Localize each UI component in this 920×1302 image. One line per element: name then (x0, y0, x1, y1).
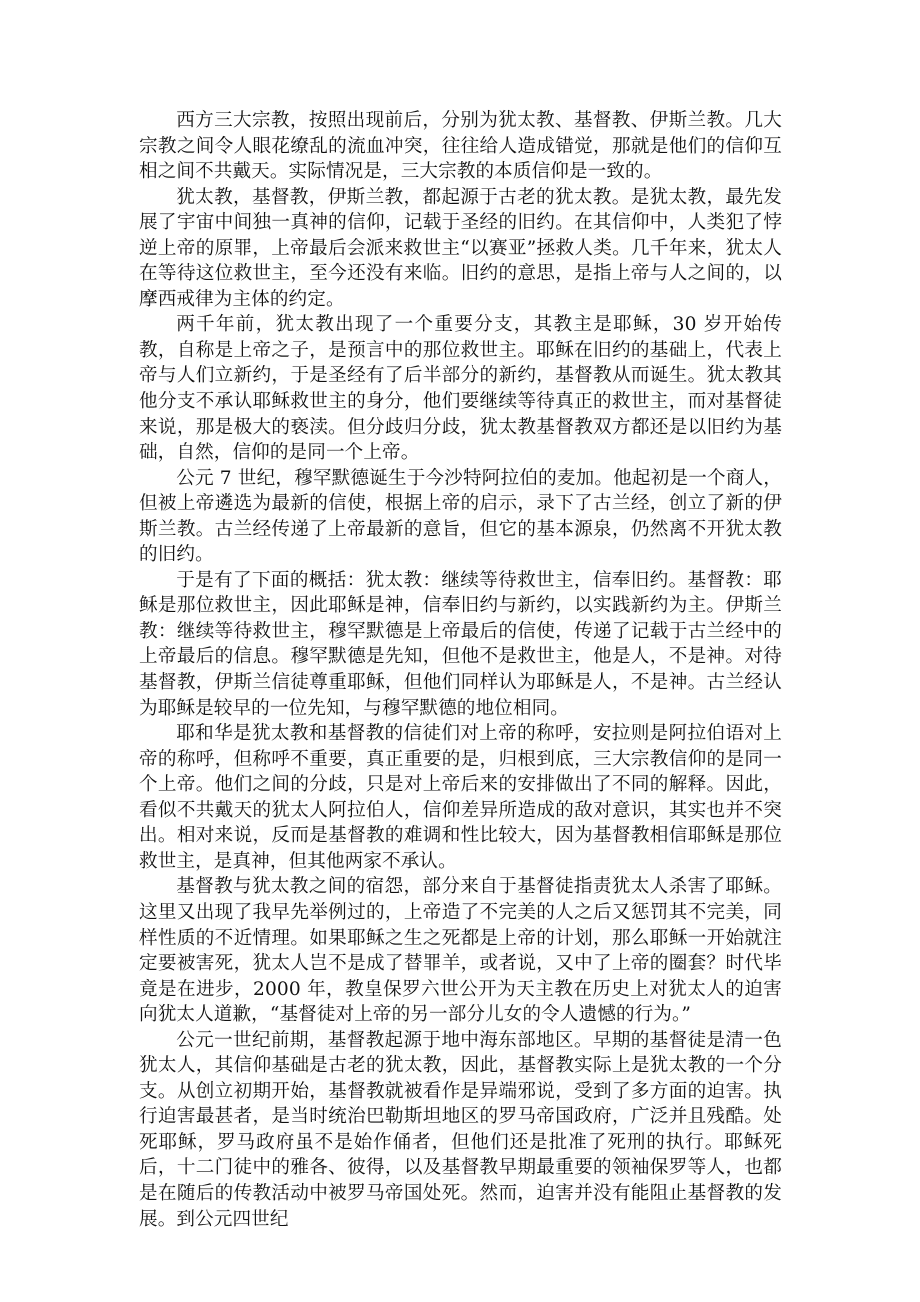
document-body (139, 108, 782, 1232)
paragraph-christian-jewish-grievance: 基督教与犹太教之间的宿怨，部分来自于基督徒指责犹太人杀害了耶稣。这里又出现了我早先举例过的，上帝造了不完美的人之后又惩罚其不完美，同样性质的不近情理。如果耶稣之生之死都是上帝的计划，那么耶稣一开始就注定要被害死，犹太人岂不是成了替罪羊，或者说，又中了上帝的圈套？时代毕竟是在进步，2000 年，教皇保罗六世公开为天主教在历史上对犹太人的迫害向犹太人道歉，“基督徒对上帝的另一部分儿女的令人遗憾的行为。” (139, 876, 782, 1026)
paragraph-jesus-new-testament: 两千年前，犹太教出现了一个重要分支，其教主是耶稣，30 岁开始传教，自称是上帝之子，是预言中的那位救世主。耶稣在旧约的基础上，代表上帝与人们立新约，于是圣经有了后半部分的新约，基督教从而诞生。犹太教其他分支不承认耶稣救世主的身分，他们要继续等待真正的救世主，而对基督徒来说，那是极大的亵渎。但分歧归分歧，犹太教基督教双方都还是以旧约为基础，自然，信仰的是同一个上帝。 (139, 314, 782, 464)
paragraph-three-religions: 西方三大宗教，按照出现前后，分别为犹太教、基督教、伊斯兰教。几大宗教之间令人眼花缭乱的流血冲突，往往给人造成错觉，那就是他们的信仰互相之间不共戴天。实际情况是，三大宗教的本质信仰是一致的。 (139, 110, 782, 183)
paragraph-jehovah-allah: 耶和华是犹太教和基督教的信徒们对上帝的称呼，安拉则是阿拉伯语对上帝的称呼，但称呼不重要，真正重要的是，归根到底，三大宗教信仰的是同一个上帝。他们之间的分歧，只是对上帝后来的安排做出了不同的解释。因此，看似不共戴天的犹太人阿拉伯人，信仰差异所造成的敌对意识，其实也并不突出。相对来说，反而是基督教的难调和性比较大，因为基督教相信耶稣是那位救世主，是真神，但其他两家不承认。 (139, 723, 782, 872)
paragraph-summary: 于是有了下面的概括：犹太教：继续等待救世主，信奉旧约。基督教：耶稣是那位救世主，因此耶稣是神，信奉旧约与新约，以实践新约为主。伊斯兰教：继续等待救世主，穆罕默德是上帝最后的信使，传递了记载于古兰经中的上帝最后的信息。穆罕默德是先知，但他不是救世主，他是人，不是神。对待基督教，伊斯兰信徒尊重耶稣，但他们同样认为耶稣是人，不是神。古兰经认为耶稣是较早的一位先知，与穆罕默德的地位相同。 (139, 569, 782, 719)
paragraph-early-christianity: 公元一世纪前期，基督教起源于地中海东部地区。早期的基督徒是清一色犹太人，其信仰基础是古老的犹太教，因此，基督教实际上是犹太教的一个分支。从创立初期开始，基督教就被看作是异端邪说，受到了多方面的迫害。执行迫害最甚者，是当时统治巴勒斯坦地区的罗马帝国政府，广泛并且残酷。处死耶稣，罗马政府虽不是始作俑者，但他们还是批准了死刑的执行。耶稣死后，十二门徒中的雅各、彼得，以及基督教早期最重要的领袖保罗等人，也都是在随后的传教活动中被罗马帝国处死。然而，迫害并没有能阻止基督教的发展。到公元四世纪 (139, 1029, 782, 1230)
paragraph-muhammad-quran: 公元 7 世纪，穆罕默德诞生于今沙特阿拉伯的麦加。他起初是一个商人，但被上帝遴选为最新的信使，根据上帝的启示，录下了古兰经，创立了新的伊斯兰教。古兰经传递了上帝最新的意旨，但它的基本源泉，仍然离不开犹太教的旧约。 (139, 467, 782, 566)
paragraph-judaism-origin: 犹太教，基督教，伊斯兰教，都起源于古老的犹太教。是犹太教，最先发展了宇宙中间独一真神的信仰，记载于圣经的旧约。在其信仰中，人类犯了悖逆上帝的原罪，上帝最后会派来救世主“以赛亚”拯救人类。几千年来，犹太人在等待这位救世主，至今还没有来临。旧约的意思，是指上帝与人之间的，以摩西戒律为主体的约定。 (139, 186, 782, 310)
